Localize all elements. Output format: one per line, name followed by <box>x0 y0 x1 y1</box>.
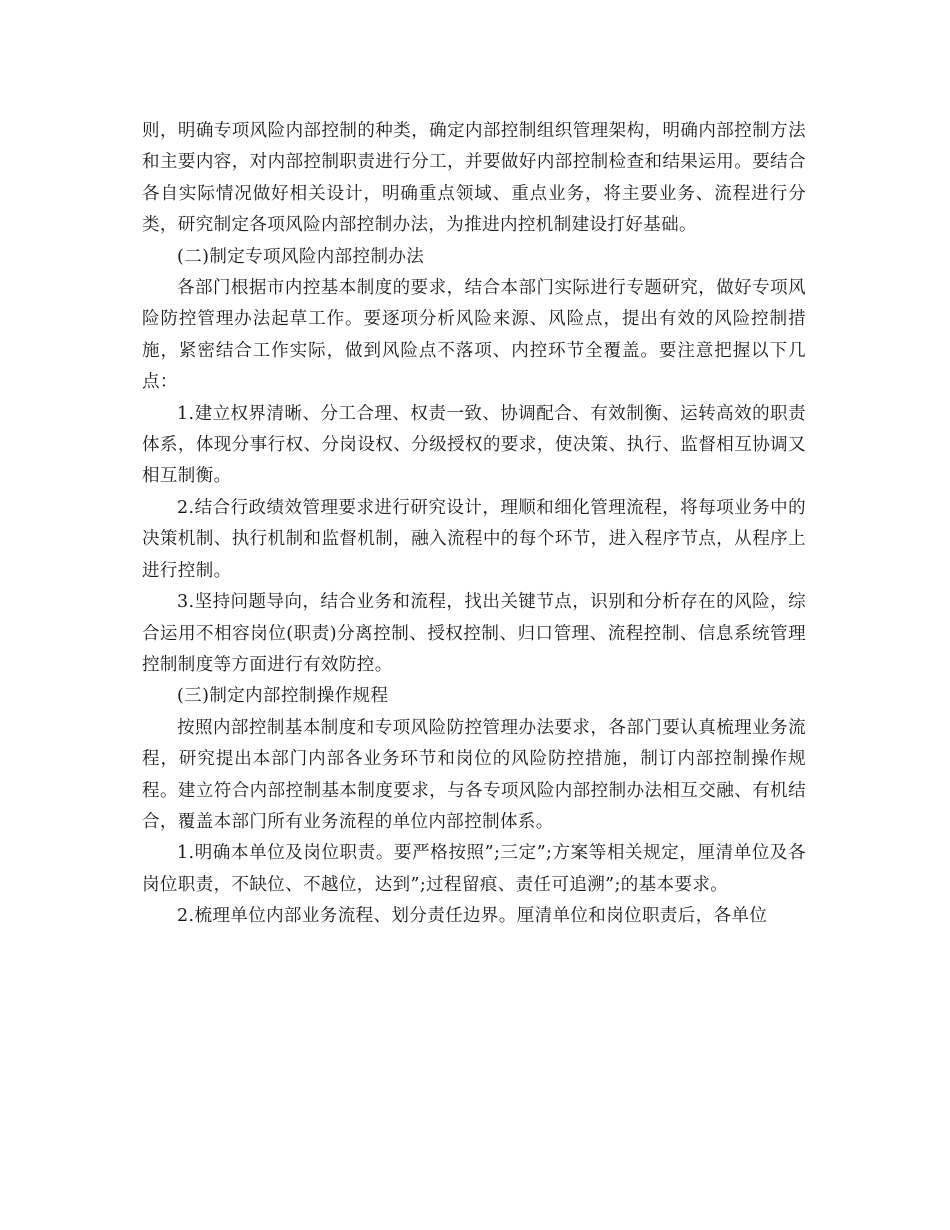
list-item-1: 1.建立权界清晰、分工合理、权责一致、协调配合、有效制衡、运转高效的职责体系，体现分事行权、分岗设权、分级授权的要求，使决策、执行、监督相互协调又相互制衡。 <box>142 403 806 487</box>
paragraph: 各部门根据市内控基本制度的要求，结合本部门实际进行专题研究，做好专项风险防控管理办法起草工作。要逐项分析风险来源、风险点，提出有效的风险控制措施，紧密结合工作实际，做到风险点不落项、内控环节全覆盖。要注意把握以下几点： <box>142 278 806 393</box>
list-item-3: 3.坚持问题导向，结合业务和流程，找出关键节点，识别和分析存在的风险，综合运用不相容岗位(职责)分离控制、授权控制、归口管理、流程控制、信息系统管理控制制度等方面进行有效防控。 <box>142 592 806 675</box>
list-item-1: 1.明确本单位及岗位职责。要严格按照”;三定”;方案等相关规定，厘清单位及各岗位职责，不缺位、不越位，达到”;过程留痕、责任可追溯”;的基本要求。 <box>142 843 806 895</box>
paragraph: 按照内部控制基本制度和专项风险防控管理办法要求，各部门要认真梳理业务流程，研究提出本部门内部各业务环节和岗位的风险防控措施，制订内部控制操作规程。建立符合内部控制基本制度要求，与各专项风险内部控制办法相互交融、有机结合，覆盖本部门所有业务流程的单位内部控制体系。 <box>142 717 806 832</box>
list-item-2: 2.结合行政绩效管理要求进行研究设计，理顺和细化管理流程，将每项业务中的决策机制、执行机制和监督机制，融入流程中的每个环节，进入程序节点，从程序上进行控制。 <box>142 497 806 581</box>
paragraph-continuation: 则，明确专项风险内部控制的种类，确定内部控制组织管理架构，明确内部控制方法和主要内容，对内部控制职责进行分工，并要做好内部控制检查和结果运用。要结合各自实际情况做好相关设计，明确重点领域、重点业务，将主要业务、流程进行分类，研究制定各项风险内部控制办法，为推进内控机制建设打好基础。 <box>142 121 806 236</box>
section-heading-3: (三)制定内部控制操作规程 <box>177 686 389 707</box>
list-item-2: 2.梳理单位内部业务流程、划分责任边界。厘清单位和岗位职责后，各单位 <box>177 906 768 927</box>
section-heading-2: (二)制定专项风险内部控制办法 <box>177 246 425 267</box>
document-body <box>142 116 806 933</box>
